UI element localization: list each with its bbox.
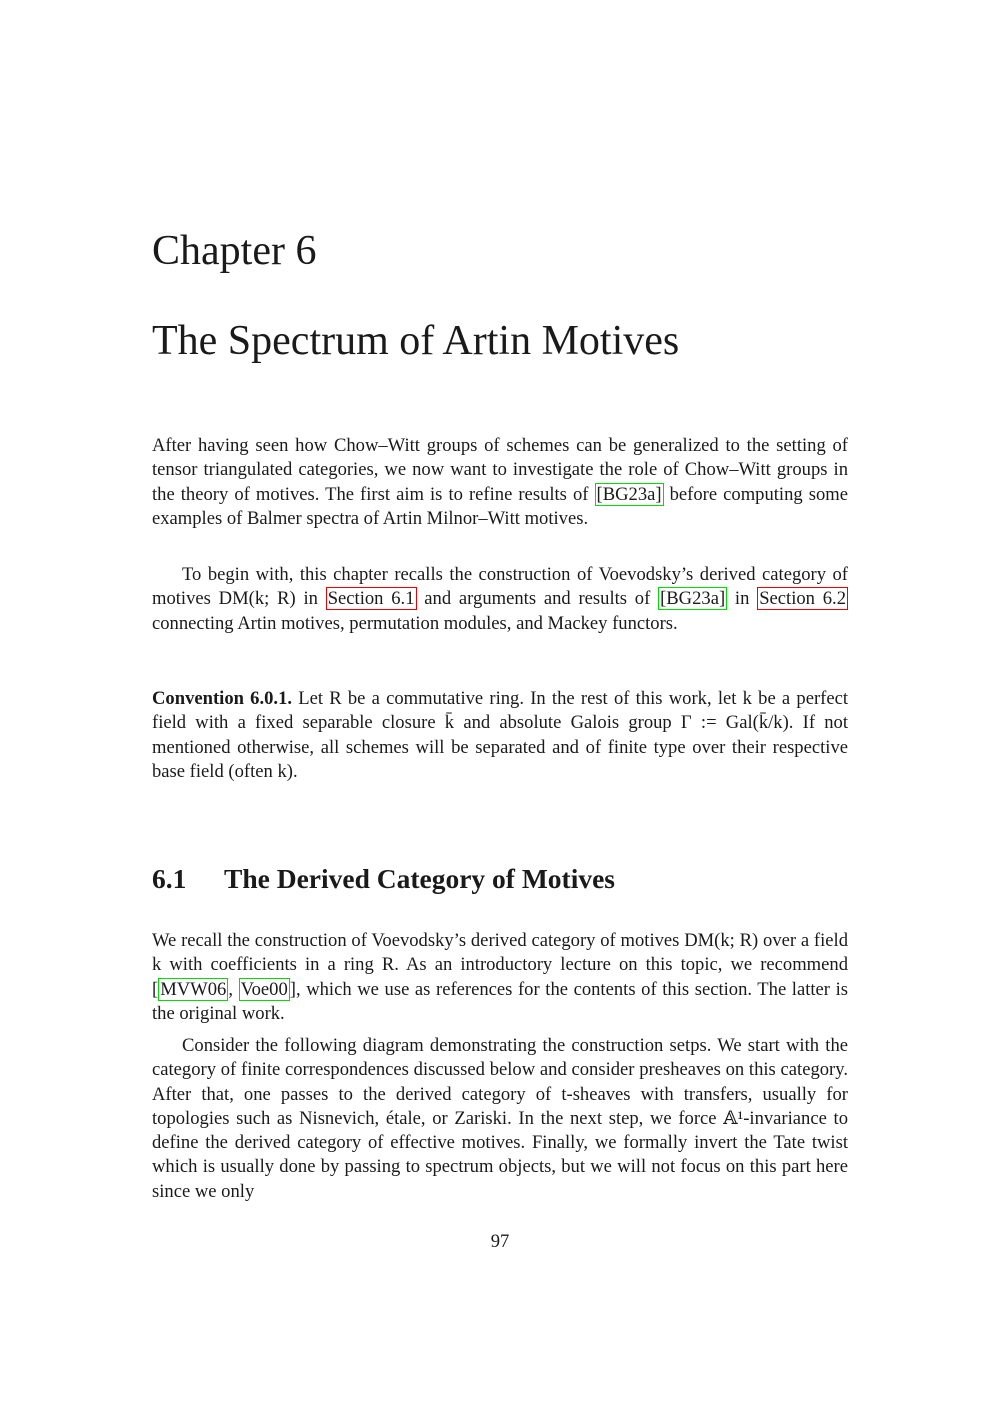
intro-p2-text-b: and arguments and results of: [416, 588, 659, 610]
citation-link-bg23a-2[interactable]: [BG23a]: [660, 588, 726, 610]
section-title: The Derived Category of Motives: [224, 863, 616, 894]
section-link-6-2[interactable]: Section 6.2: [759, 588, 846, 610]
s61-p1-text-b: ], which we use as references for the contents of this section. The latter is the original work.: [152, 978, 849, 1024]
citation-link-bg23a[interactable]: [BG23a]: [596, 483, 662, 505]
page-number: 97: [490, 1231, 510, 1252]
intro-p2-text-a: To begin with, this chapter recalls the construction of Voevodsky’s derived category of motives DM(k; R) in: [152, 564, 848, 610]
convention-label: Convention 6.0.1.: [152, 688, 293, 709]
chapter-title: The Spectrum of Artin Motives: [152, 318, 680, 364]
intro-p2-text-c: in: [727, 588, 758, 610]
convention-6-0-1: [152, 687, 848, 784]
section-6-1-paragraph-1: [152, 929, 848, 1026]
section-6-1-paragraph-2: Consider the following diagram demonstrating the construction setps. We start with the category of finite correspondences discussed below and consider presheaves on this category. After that, one passes to the derived category of t-sheaves with transfers, usually for topologies such as Nisnevich, étale, or Zariski. In the next step, we force 𝔸¹-invariance to define the derived category of effective motives. Finally, we formally invert the Tate twist which is usually done by passing to spectrum objects, but we will not focus on this part here since we only: [152, 1035, 848, 1202]
chapter-label: Chapter 6: [152, 228, 317, 274]
s61-p1-sep: ,: [228, 978, 239, 1000]
intro-paragraph-1: [152, 434, 848, 531]
citation-link-mvw06[interactable]: MVW06: [160, 978, 227, 1000]
section-number: 6.1: [152, 863, 187, 894]
intro-p2-text-d: connecting Artin motives, permutation modules, and Mackey functors.: [152, 612, 678, 634]
s61-p1-text-a: We recall the construction of Voevodsky’s derived category of motives DM(k; R) over a field k with coefficients in a ring R. As an introductory lecture on this topic, we recommend [: [152, 930, 848, 1000]
section-heading-6-1: [152, 862, 615, 896]
intro-p1-text-a: After having seen how Chow–Witt groups of schemes can be generalized to the setting of tensor triangulated categories, we now want to investigate the role of Chow–Witt groups in the theory of motives. The first aim is to refine results of: [152, 435, 848, 505]
citation-link-voe00[interactable]: Voe00: [240, 978, 288, 1000]
section-link-6-1[interactable]: Section 6.1: [327, 588, 415, 610]
document-page: [152, 0, 848, 1414]
intro-p1-text-b: before computing some examples of Balmer spectra of Artin Milnor–Witt motives.: [152, 483, 848, 529]
intro-paragraph-2: [152, 563, 848, 636]
convention-text: Let R be a commutative ring. In the rest of this work, let k be a perfect field with a fixed separable closure k̄ and absolute Galois group Γ := Gal(k̄/k). If not mentioned otherwise, all schemes will be separated and of finite type over their respective base field (often k).: [152, 688, 849, 782]
